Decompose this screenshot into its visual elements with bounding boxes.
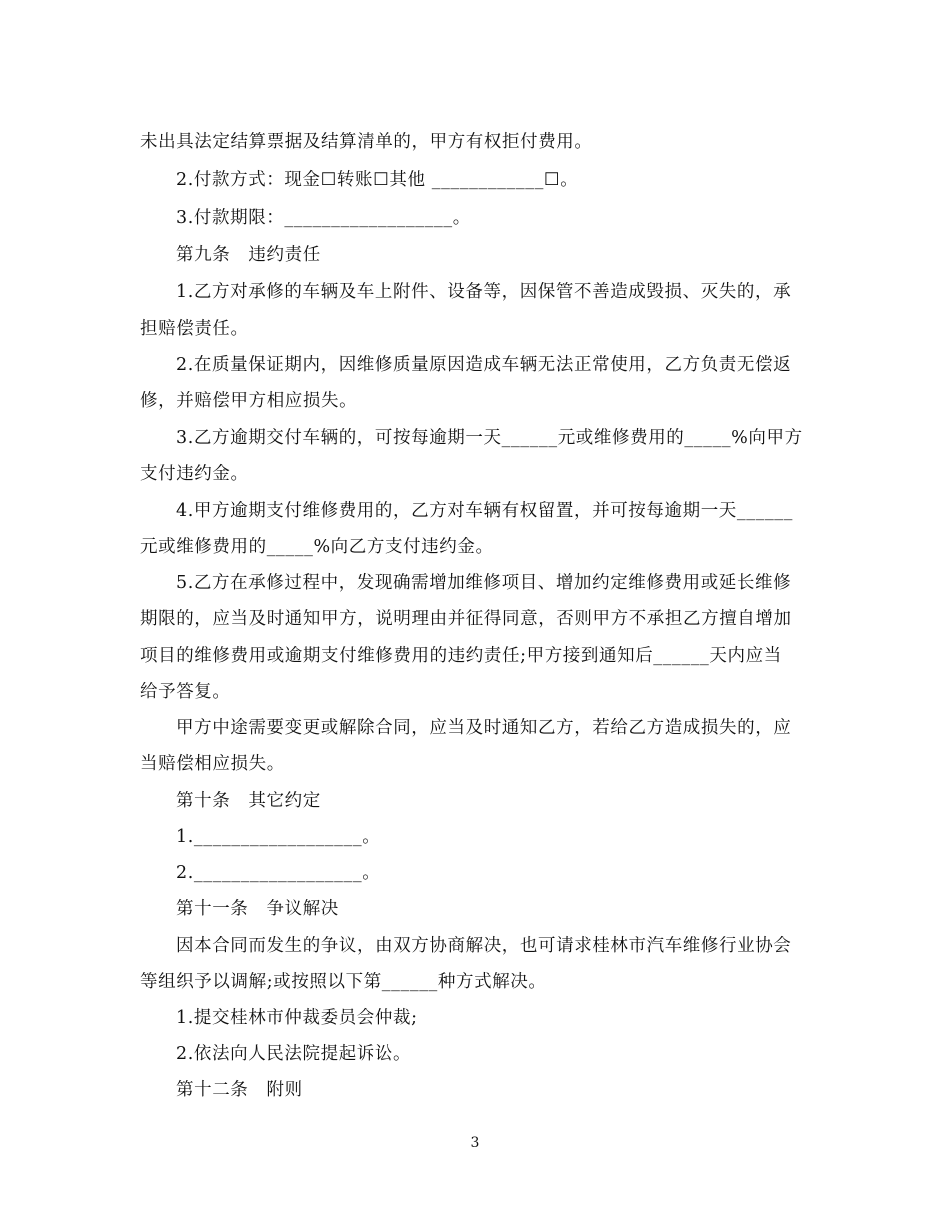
section-heading: 第十二条 附则: [176, 1080, 303, 1100]
text-line: 支付违约金。: [140, 464, 249, 484]
text-line: 期限的，应当及时通知甲方，说明理由并征得同意，否则甲方不承担乙方擅自增加: [140, 609, 792, 629]
text-line: 5.乙方在承修过程中，发现确需增加维修项目、增加约定维修费用或延长维修: [176, 573, 792, 593]
text-line: 项目的维修费用或逾期支付维修费用的违约责任;甲方接到通知后______天内应当: [140, 646, 782, 666]
section-heading: 第十一条 争议解决: [176, 899, 339, 919]
text-line: 2.__________________。: [176, 863, 381, 883]
text-line: 甲方中途需要变更或解除合同，应当及时通知乙方，若给乙方造成损失的，应: [176, 718, 792, 738]
text-line: 元或维修费用的_____%向乙方支付违约金。: [140, 537, 494, 557]
text-line: 2.依法向人民法院提起诉讼。: [176, 1044, 412, 1064]
text-line: 修，并赔偿甲方相应损失。: [140, 391, 358, 411]
text-line: 2.付款方式：现金☐转账☐其他 ____________☐。: [176, 170, 579, 190]
text-line: 因本合同而发生的争议，由双方协商解决，也可请求桂林市汽车维修行业协会: [176, 936, 792, 956]
text-line: 担赔偿责任。: [140, 319, 249, 339]
text-line: 3.乙方逾期交付车辆的，可按每逾期一天______元或维修费用的_____%向甲方: [176, 428, 803, 448]
section-heading: 第九条 违约责任: [176, 245, 321, 265]
text-line: 等组织予以调解;或按照以下第______种方式解决。: [140, 972, 547, 992]
text-line: 1.提交桂林市仲裁委员会仲裁;: [176, 1008, 418, 1028]
text-line: 未出具法定结算票据及结算清单的，甲方有权拒付费用。: [140, 132, 593, 152]
text-line: 1.乙方对承修的车辆及车上附件、设备等，因保管不善造成毁损、灭失的，承: [176, 282, 792, 302]
page-number: 3: [470, 1135, 480, 1151]
text-line: 2.在质量保证期内，因维修质量原因造成车辆无法正常使用，乙方负责无偿返: [176, 355, 792, 375]
section-heading: 第十条 其它约定: [176, 791, 321, 811]
text-line: 4.甲方逾期支付维修费用的，乙方对车辆有权留置，并可按每逾期一天______: [176, 501, 793, 521]
text-line: 给予答复。: [140, 682, 231, 702]
text-line: 当赔偿相应损失。: [140, 754, 285, 774]
text-line: 3.付款期限：__________________。: [176, 208, 471, 228]
text-line: 1.__________________。: [176, 827, 381, 847]
